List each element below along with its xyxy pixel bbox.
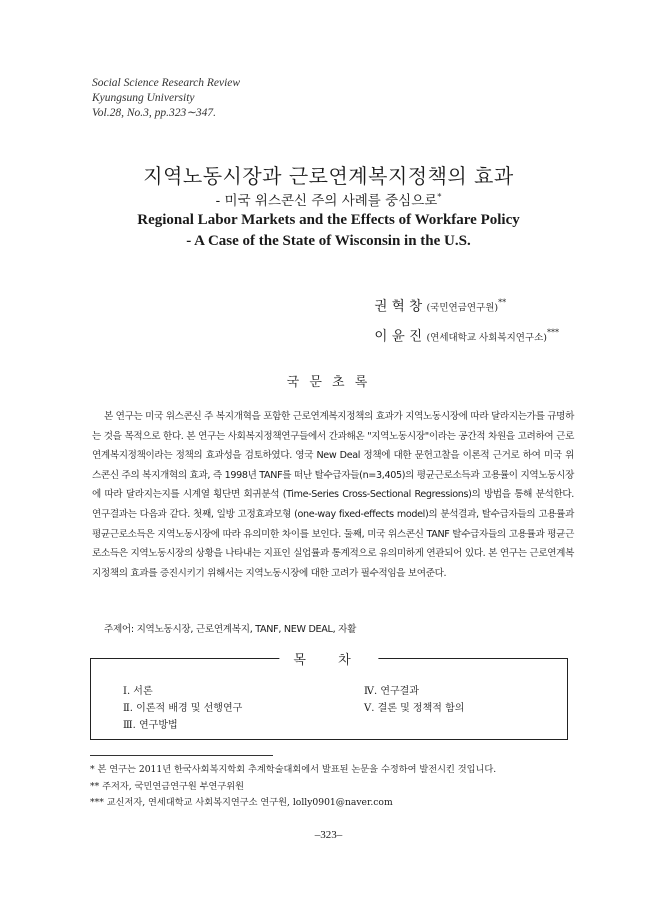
table-of-contents — [90, 653, 568, 740]
toc-item: Ⅱ. 이론적 배경 및 선행연구 — [123, 703, 243, 714]
author-affiliation: (국민연금연구원) — [426, 302, 499, 314]
journal-university: Kyungsung University — [92, 92, 195, 104]
toc-item: Ⅰ. 서론 — [123, 686, 153, 697]
journal-info — [92, 76, 240, 121]
keywords: 주제어: 지역노동시장, 근로연계복지, TANF, NEW DEAL, 자활 — [104, 624, 357, 635]
footnotes — [90, 762, 496, 812]
author-1 — [374, 291, 559, 321]
toc-left-column — [123, 683, 242, 734]
toc-right-column — [364, 683, 464, 717]
author-list — [374, 291, 559, 350]
journal-volume: Vol.28, No.3, pp.323∼347. — [92, 107, 217, 119]
journal-name: Social Science Research Review — [92, 77, 241, 89]
footnote-3: *** 교신저자, 연세대학교 사회복지연구소 연구원, lolly0901@naver.com — [90, 797, 393, 808]
english-title-line-2: - A Case of the State of Wisconsin in the U.S. — [186, 233, 471, 249]
footnote-divider — [90, 755, 273, 756]
english-title — [0, 210, 657, 252]
toc-item: Ⅴ. 결론 및 정책적 함의 — [364, 703, 465, 714]
author-footnote-mark: *** — [547, 327, 559, 337]
korean-subtitle-footnote-mark: * — [437, 192, 442, 202]
author-footnote-mark: ** — [498, 298, 507, 307]
author-name: 이 윤 진 — [374, 328, 423, 344]
korean-title: 지역노동시장과 근로연계복지정책의 효과 — [143, 164, 514, 188]
author-affiliation: (연세대학교 사회복지연구소) — [426, 332, 547, 343]
abstract-heading: 국 문 초 록 — [286, 375, 371, 390]
abstract-body: 본 연구는 미국 위스콘신 주 복지개혁을 포함한 근로연계복지정책의 효과가 지역노동시장에 따라 달라지는가를 규명하는 것을 목적으로 한다. 본 연구는 사회복지정책연구들에서 간과해온 "지역노동시장"이라는 공간적 차원을 고려하여 근로연계복지정책이라는 정책의 효과성을 검토하였다. 영국 New Deal 정책에 대한 문헌고찰을 이론적 근거로 하여 미국 위스콘신 주의 복지개혁의 효과, 즉 1998년 TANF를 떠난 탈수급자들(n=3,405)의 평균근로소득과 고용률이 지역노동시장에 따라 달라지는지를 시계열 횡단면 회귀분석 (Time-Series Cross-Sectional Regressions)의 방법을 통해 분석한다. 연구결과는 다음과 같다. 첫째, 일방 고정효과모형 (one-way fixed-effects model)의 분석결과, 탈수급자들의 고용률과 평균근로소득은 지역노동시장에 따라 유의미한 차이를 보인다. 둘째, 미국 위스콘신 TANF 탈수급자들의 고용률과 평균근로소득은 지역노동시장의 상황을 나타내는 지표인 실업률과 통계적으로 유의미하게 연관되어 있다. 본 연구는 근로연계복지정책의 효과를 증진시키기 위해서는 지역노동시장에 대한 고려가 필수적임을 보여준다. — [92, 411, 574, 579]
footnote-2: ** 주저자, 국민연금연구원 부연구위원 — [90, 780, 244, 792]
toc-item: Ⅳ. 연구결과 — [364, 686, 419, 697]
footnote-1: * 본 연구는 2011년 한국사회복지학회 추계학술대회에서 발표된 논문을 수정하여 발전시킨 것입니다. — [90, 764, 497, 775]
english-title-line-1: Regional Labor Markets and the Effects of Workfare Policy — [137, 212, 520, 228]
author-name: 권 혁 창 — [374, 298, 423, 315]
korean-subtitle — [0, 189, 657, 209]
korean-subtitle-text: - 미국 위스콘신 주의 사례를 중심으로 — [215, 193, 438, 209]
toc-title: 목 차 — [279, 649, 378, 668]
page-number: –323– — [314, 829, 343, 841]
author-2 — [374, 321, 559, 351]
toc-item: Ⅲ. 연구방법 — [123, 720, 178, 731]
